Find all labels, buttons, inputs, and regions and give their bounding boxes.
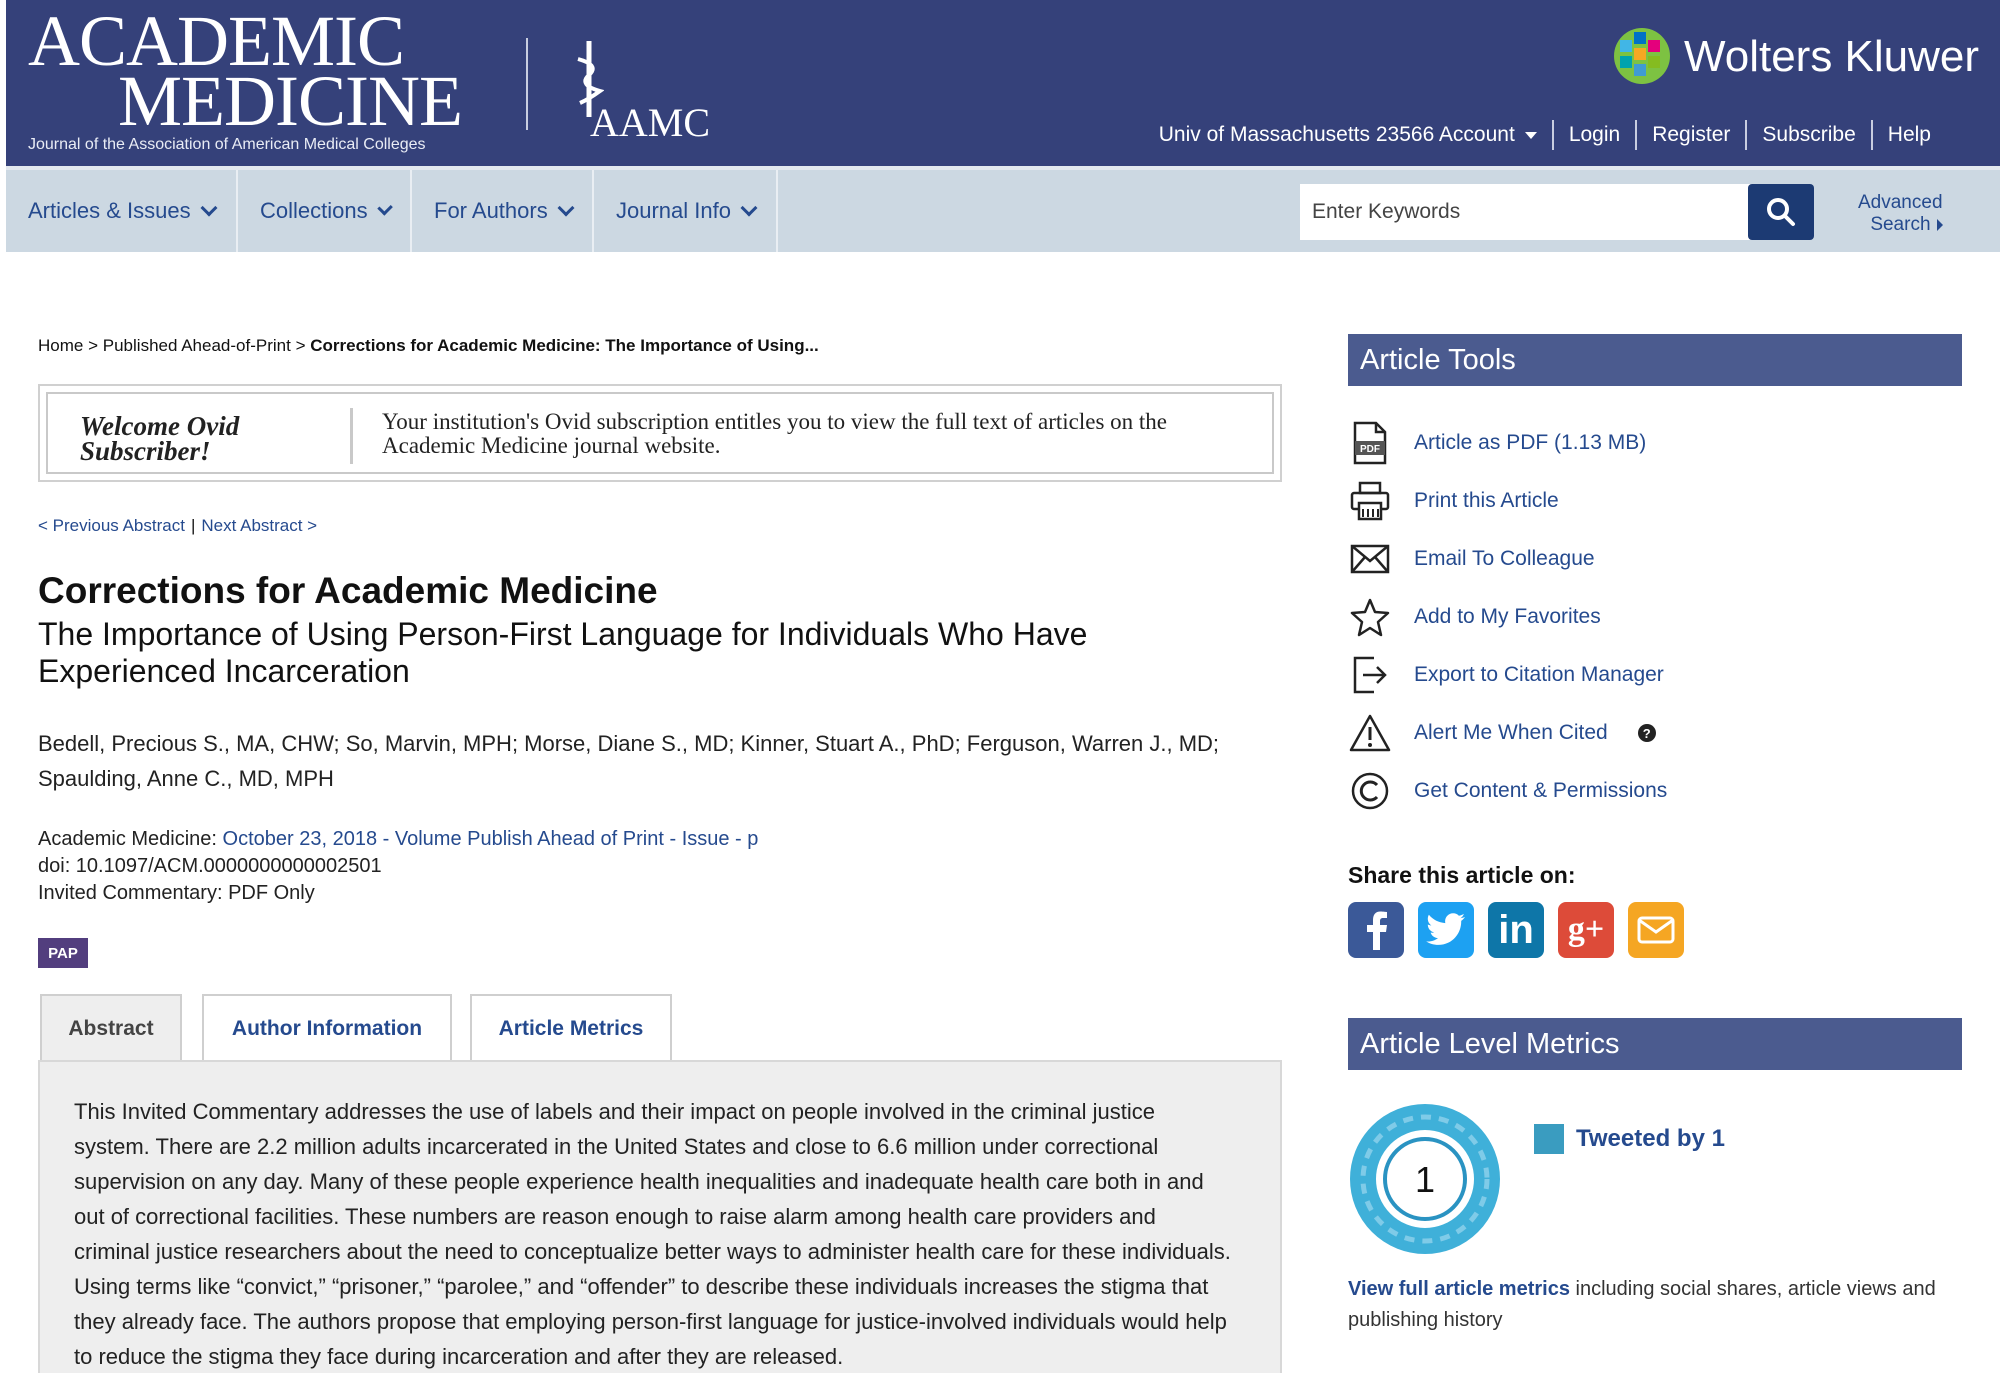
aamc-text: AAMC: [590, 100, 711, 145]
login-link[interactable]: Login: [1552, 120, 1635, 150]
search-placeholder: Enter Keywords: [1312, 200, 1461, 223]
pdf-icon: [1348, 421, 1392, 465]
menu-label: Journal Info: [616, 198, 731, 223]
tool-article-pdf[interactable]: [1348, 414, 1646, 472]
twitter-swatch: [1534, 1124, 1564, 1154]
facebook-icon[interactable]: [1348, 902, 1404, 958]
article-level-metrics-heading: Article Level Metrics: [1348, 1018, 1962, 1070]
tool-label: Export to Citation Manager: [1414, 663, 1664, 686]
logo-line-2: MEDICINE: [118, 61, 462, 141]
tool-alert-cited[interactable]: [1348, 704, 1656, 762]
academic-medicine-logo[interactable]: [28, 1, 462, 154]
tool-print[interactable]: [1348, 472, 1559, 530]
alert-icon: [1348, 711, 1392, 755]
article-subtitle: The Importance of Using Person-First Language for Individuals Who Have Experienced Incarceration: [38, 616, 1088, 689]
welcome-title: Welcome Ovid Subscriber!: [80, 411, 240, 466]
chevron-down-icon: [200, 200, 217, 217]
advanced-line-2: Search: [1870, 214, 1931, 235]
abstract-pager: [38, 516, 317, 536]
main-nav: [6, 166, 2000, 252]
advanced-line-1: Advanced: [1858, 192, 1943, 213]
menu-collections[interactable]: [238, 170, 412, 252]
caret-down-icon: [1525, 132, 1537, 139]
logo-divider: [526, 38, 528, 130]
tab-article-metrics[interactable]: Article Metrics: [470, 994, 672, 1062]
account-label: Univ of Massachusetts 23566 Account: [1158, 123, 1515, 146]
chevron-down-icon: [740, 200, 757, 217]
abstract-panel: [38, 1060, 1282, 1373]
breadcrumb-section[interactable]: Published Ahead-of-Print: [102, 336, 291, 355]
email-share-icon[interactable]: [1628, 902, 1684, 958]
abstract-text: This Invited Commentary addresses the use of labels and their impact on people involved in the criminal justice system. There are 2.2 million adults incarcerated in the United States and close to 6.6 million under correctional supervision on any day. Many of these people experience health inequalities and inadequate health care both in and out of correctional facilities. These numbers are reason enough to raise alarm among health care providers and criminal justice researchers about the need to conceptualize better ways to administer health care for these individuals. Using terms like “convict,” “prisoner,” “parolee,” and “offender” to describe these individuals increases the stigma that they already face. The authors propose that employing person-first language for justice-involved individuals would help to reduce the stigma they face during incarceration and after they are released.: [74, 1099, 1231, 1369]
breadcrumb-sep: >: [295, 336, 306, 355]
subscribe-link[interactable]: Subscribe: [1745, 120, 1870, 150]
previous-abstract-link[interactable]: < Previous Abstract: [38, 516, 185, 535]
search-input[interactable]: [1300, 184, 1752, 240]
copyright-icon: [1348, 769, 1392, 813]
tool-label: Add to My Favorites: [1414, 605, 1601, 628]
account-nav: [1144, 120, 1946, 150]
welcome-divider: [350, 408, 353, 464]
pager-sep: |: [190, 516, 196, 535]
tool-permissions[interactable]: [1348, 762, 1667, 820]
search-button[interactable]: [1748, 184, 1814, 240]
menu-label: Articles & Issues: [28, 198, 191, 223]
breadcrumb-home[interactable]: Home: [38, 336, 84, 355]
menu-for-authors[interactable]: [412, 170, 594, 252]
site-header: [6, 0, 2000, 166]
export-icon: [1348, 653, 1392, 697]
article-citation: [38, 826, 758, 907]
article-title: Corrections for Academic Medicine: [38, 570, 658, 611]
tool-label: Print this Article: [1414, 489, 1559, 512]
tool-email[interactable]: [1348, 530, 1595, 588]
journal-label: Academic Medicine:: [38, 828, 217, 850]
tool-favorites[interactable]: [1348, 588, 1601, 646]
issue-link[interactable]: October 23, 2018 - Volume Publish Ahead of Print - Issue - p: [222, 828, 759, 850]
metrics-rest: including social shares, article views and publishing history: [1348, 1278, 1936, 1331]
linkedin-icon[interactable]: in: [1488, 902, 1544, 958]
help-icon[interactable]: ?: [1638, 724, 1656, 742]
pap-badge: PAP: [38, 938, 88, 968]
search-icon: [1766, 197, 1796, 227]
menu-label: Collections: [260, 198, 368, 223]
star-icon: [1348, 595, 1392, 639]
menu-label: For Authors: [434, 198, 548, 223]
tool-label: Get Content & Permissions: [1414, 779, 1668, 802]
svg-text:PDF: PDF: [1360, 444, 1380, 455]
altmetric-score: 1: [1414, 1159, 1436, 1200]
welcome-inner: [46, 392, 1274, 474]
doi: doi: 10.1097/ACM.0000000000002501: [38, 855, 382, 877]
altmetric-donut[interactable]: [1348, 1102, 1502, 1256]
logo-tagline: Journal of the Association of American Medical Colleges: [28, 136, 426, 153]
article-type: Invited Commentary: PDF Only: [38, 882, 315, 904]
account-menu[interactable]: [1144, 120, 1552, 150]
tool-label: Alert Me When Cited: [1414, 721, 1608, 744]
article-tools-heading: Article Tools: [1348, 334, 1962, 386]
printer-icon: [1348, 479, 1392, 523]
next-abstract-link[interactable]: Next Abstract >: [201, 516, 318, 535]
metrics-description: [1348, 1274, 1968, 1336]
article-authors: Bedell, Precious S., MA, CHW; So, Marvin, MPH; Morse, Diane S., MD; Kinner, Stuart A., PhD; Ferguson, Warren J., MD; Spaulding, Anne C., MD, MPH: [38, 731, 1220, 791]
tab-abstract[interactable]: Abstract: [40, 994, 182, 1062]
welcome-banner: [38, 384, 1282, 482]
envelope-icon: [1348, 537, 1392, 581]
menu-articles-issues[interactable]: [6, 170, 238, 252]
share-buttons: [1348, 902, 1698, 958]
chevron-down-icon: [557, 200, 574, 217]
tab-author-information[interactable]: Author Information: [202, 994, 452, 1062]
caret-right-icon: [1937, 219, 1943, 231]
register-link[interactable]: Register: [1635, 120, 1745, 150]
menu-journal-info[interactable]: [594, 170, 778, 252]
breadcrumb-sep: >: [88, 336, 99, 355]
tweeted-by[interactable]: [1534, 1124, 1725, 1154]
google-plus-icon[interactable]: g+: [1558, 902, 1614, 958]
view-metrics-link[interactable]: View full article metrics: [1348, 1278, 1570, 1300]
wolters-kluwer-mark-icon: [1612, 26, 1672, 86]
breadcrumb-current: Corrections for Academic Medicine: The Importance of Using...: [310, 336, 819, 355]
tool-label: Email To Colleague: [1414, 547, 1595, 570]
share-title: Share this article on:: [1348, 862, 1576, 888]
tweeted-label: Tweeted by 1: [1576, 1125, 1725, 1152]
tool-label: Article as PDF (1.13 MB): [1414, 431, 1647, 454]
main-menu: [6, 170, 778, 252]
welcome-text: Your institution's Ovid subscription entitles you to view the full text of articles on the Academic Medicine journal website.: [382, 409, 1168, 458]
advanced-search-link[interactable]: [1858, 192, 1943, 236]
logo-line-1: ACADEMIC: [28, 1, 405, 81]
tool-export-citation[interactable]: [1348, 646, 1664, 704]
help-link[interactable]: Help: [1871, 120, 1946, 150]
chevron-down-icon: [377, 200, 393, 216]
breadcrumb: [38, 336, 819, 356]
twitter-icon[interactable]: [1418, 902, 1474, 958]
publisher-name: Wolters Kluwer: [1684, 32, 1980, 81]
